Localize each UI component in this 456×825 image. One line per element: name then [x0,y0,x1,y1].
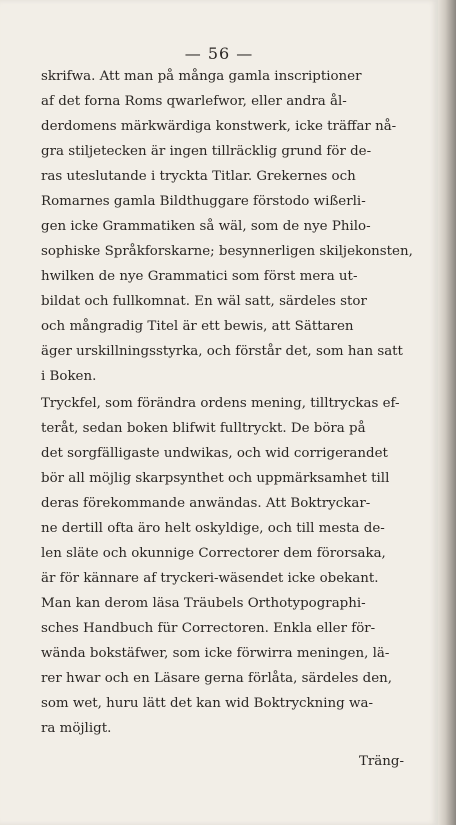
text-line: sches Handbuch für Correctoren. Enkla eller för- [41,621,376,636]
text-line: det sorgfälligaste undwikas, och wid corrigerandet [41,446,388,461]
text-line: rer hwar och en Läsare gerna förlåta, särdeles den, [41,671,393,686]
text-line: i Boken. [41,369,97,384]
text-line: och mångradig Titel är ett bewis, att Sättaren [41,319,354,334]
text-line: ra möjligt. [41,721,112,736]
text-line: som wet, huru lätt det kan wid Boktryckning wa- [41,696,373,711]
text-line: bör all möjlig skarpsynthet och uppmärksamhet till [41,471,390,486]
text-line: bildat och fullkomnat. En wäl satt, särdeles stor [41,294,367,309]
text-line: derdomens märkwärdiga konstwerk, icke träffar nå- [41,119,397,134]
catchword: Träng- [358,754,404,769]
page-number: — 56 — [184,44,254,63]
text-line: hwilken de nye Grammatici som först mera ut- [41,269,358,284]
text-line: Tryckfel, som förändra ordens mening, tilltryckas ef- [41,396,400,411]
text-line: deras förekommande anwändas. Att Boktryckar- [41,496,371,511]
paragraph-1 [41,64,421,389]
text-line: är för kännare af tryckeri-wäsendet icke obekant. [41,571,379,586]
text-line: Man kan derom läsa Träubels Orthotypographi- [41,596,366,611]
text-line: Romarnes gamla Bildthuggare förstodo wißerli- [41,194,366,209]
text-line: wända bokstäfwer, som icke förwirra meningen, lä- [41,646,390,661]
paragraph-2 [41,391,421,741]
text-line: teråt, sedan boken blifwit fulltryckt. De böra på [41,421,366,436]
text-line: ne dertill ofta äro helt oskyldige, och till mesta de- [41,521,385,536]
text-line: skrifwa. Att man på många gamla inscriptioner [41,69,362,84]
page-edge [438,0,456,825]
text-line: gen icke Grammatiken så wäl, som de nye Philo- [41,219,371,234]
text-line: af det forna Roms qwarlefwor, eller andra ål- [41,94,347,109]
text-line: ras uteslutande i tryckta Titlar. Grekernes och [41,169,356,184]
text-line: sophiske Språkforskarne; besynnerligen skiljekonsten, [41,244,413,259]
text-line: len släte och okunnige Correctorer dem förorsaka, [41,546,386,561]
text-line: äger urskillningsstyrka, och förstår det, som han satt [41,344,403,359]
text-line: gra stiljetecken är ingen tillräcklig grund för de- [41,144,372,159]
